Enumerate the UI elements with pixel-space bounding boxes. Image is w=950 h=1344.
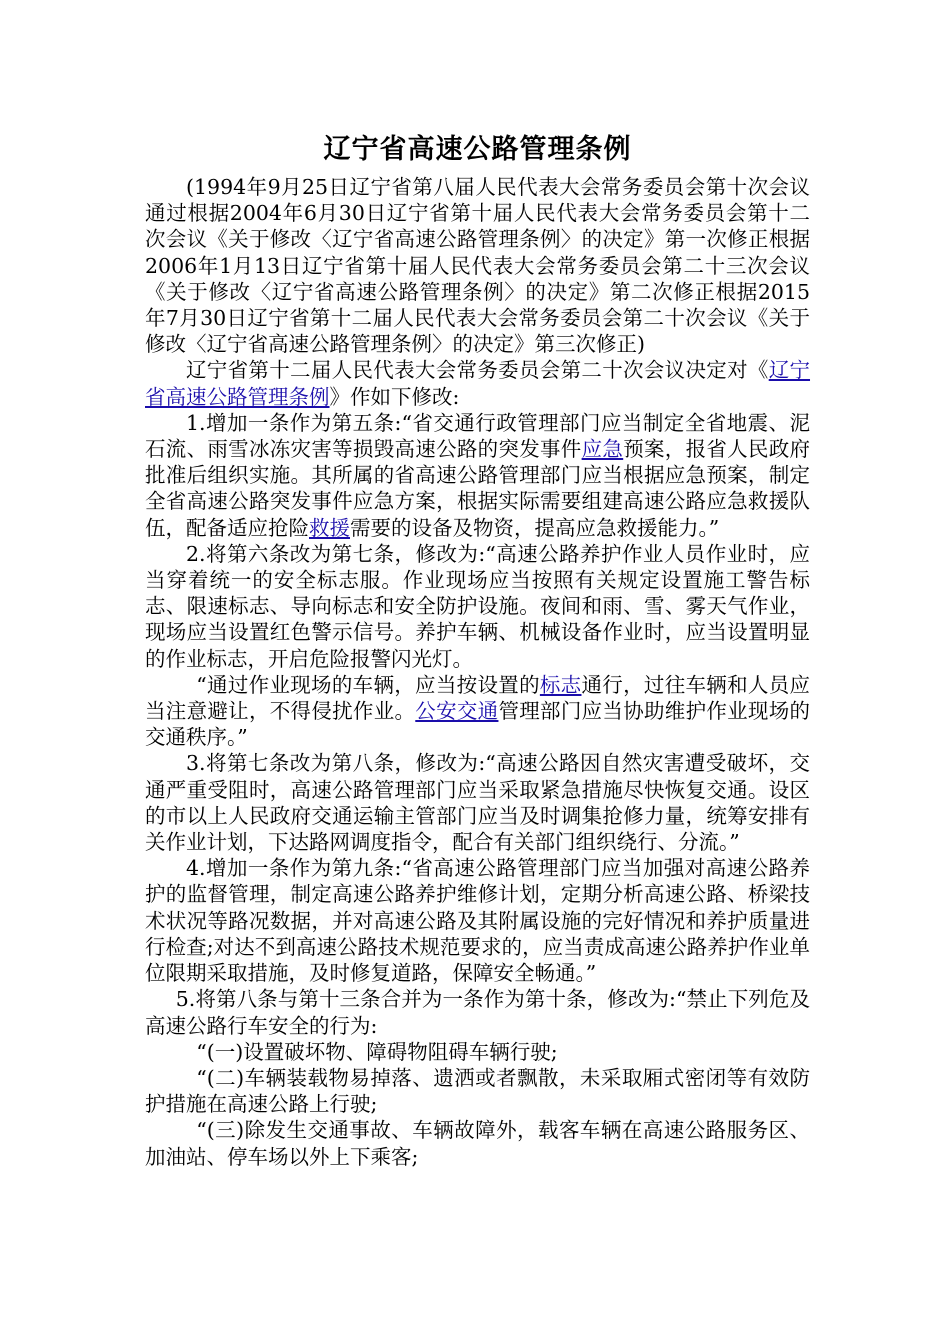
item-4-paragraph: 4.增加一条作为第九条:“省高速公路管理部门应当加强对高速公路养护的监督管理，制定高速公路养护维修计划，定期分析高速公路、桥梁技术状况等路况数据，并对高速公路及其附属设施的完好情况和养护质量进行检查;对达不到高速公路技术规范要求的，应当责成高速公路养护作业单位限期采取措施，及时修复道路，保障安全畅通。” [145, 856, 810, 986]
regulation-link[interactable]: 辽宁省高速公路管理条例 [145, 358, 811, 409]
item-2b-text-c: 管理部门应当协助维护作业现场的交通秩序。” [145, 699, 811, 750]
item-5-clause-2: “(二)车辆装载物易掉落、遗洒或者飘散，未采取厢式密闭等有效防护措施在高速公路上行驶; [145, 1065, 810, 1117]
sign-link[interactable]: 标志 [539, 672, 582, 697]
item-5-paragraph: 5.将第八条与第十三条合并为一条作为第十条，修改为:“禁止下列危及高速公路行车安全的行为: [145, 987, 810, 1038]
intro-paragraph [145, 357, 810, 409]
document-page [145, 128, 810, 1170]
item-1-text-b: 预案，报省人民政府批准后组织实施。其所属的省高速公路管理部门应当根据应急预案，制定全省高速公路突发事件应急方案，根据实际需要组建高速公路应急救援队伍，配备适应抢险 [145, 437, 811, 540]
rescue-link[interactable]: 救援 [309, 515, 350, 540]
item-5-clause-3: “(三)除发生交通事故、车辆故障外，载客车辆在高速公路服务区、加油站、停车场以外上下乘客; [145, 1118, 810, 1169]
emergency-link[interactable]: 应急 [581, 437, 624, 462]
document-title: 辽宁省高速公路管理条例 [323, 134, 632, 165]
item-5-clause-1: “(一)设置破坏物、障碍物阻碍车辆行驶; [196, 1039, 558, 1064]
preamble-paragraph: (1994年9月25日辽宁省第八届人民代表大会常务委员会第十次会议通过根据2004年6月30日辽宁省第十届人民代表大会常务委员会第十二次会议《关于修改〈辽宁省高速公路管理条例〉的决定》第一次修正根据2006年1月13日辽宁省第十届人民代表大会常务委员会第二十三次会议《关于修改〈辽宁省高速公路管理条例〉的决定》第二次修正根据2015年7月30日辽宁省第十二届人民代表大会常务委员会第二十次会议《关于修改〈辽宁省高速公路管理条例〉的决定》第三次修正) [145, 175, 810, 357]
intro-text-a: 辽宁省第十二届人民代表大会常务委员会第二十次会议决定对《 [186, 358, 769, 383]
item-3-paragraph: 3.将第七条改为第八条，修改为:“高速公路因自然灾害遭受破坏，交通严重受阻时，高速公路管理部门应当采取紧急措施尽快恢复交通。设区的市以上人民政府交通运输主管部门应当及时调集抢修力量，统筹安排有关作业计划，下达路网调度指令，配合有关部门组织绕行、分流。” [145, 751, 810, 855]
item-2b-text-a: “通过作业现场的车辆，应当按设置的 [196, 672, 540, 697]
public-security-traffic-link[interactable]: 公安交通 [415, 699, 499, 724]
item-2-paragraph: 2.将第六条改为第七条，修改为:“高速公路养护作业人员作业时，应当穿着统一的安全标志服。作业现场应当按照有关规定设置施工警告标志、限速标志、导向标志和安全防护设施。夜间和雨、雪、雾天气作业，现场应当设置红色警示信号。养护车辆、机械设备作业时，应当设置明显的作业标志，开启危险报警闪光灯。 [145, 541, 810, 671]
item-2b-text-b: 通行，过往车辆和人员应当注意避让，不得侵扰作业。 [145, 672, 811, 724]
item-1-text-a: 1.增加一条作为第五条:“省交通行政管理部门应当制定全省地震、泥石流、雨雪冰冻灾害等损毁高速公路的突发事件 [145, 410, 810, 462]
item-1-paragraph [145, 410, 810, 541]
intro-text-b: 》作如下修改: [329, 384, 460, 409]
item-1-text-c: 需要的设备及物资，提高应急救援能力。” [350, 515, 720, 540]
item-2b-paragraph [145, 672, 810, 751]
